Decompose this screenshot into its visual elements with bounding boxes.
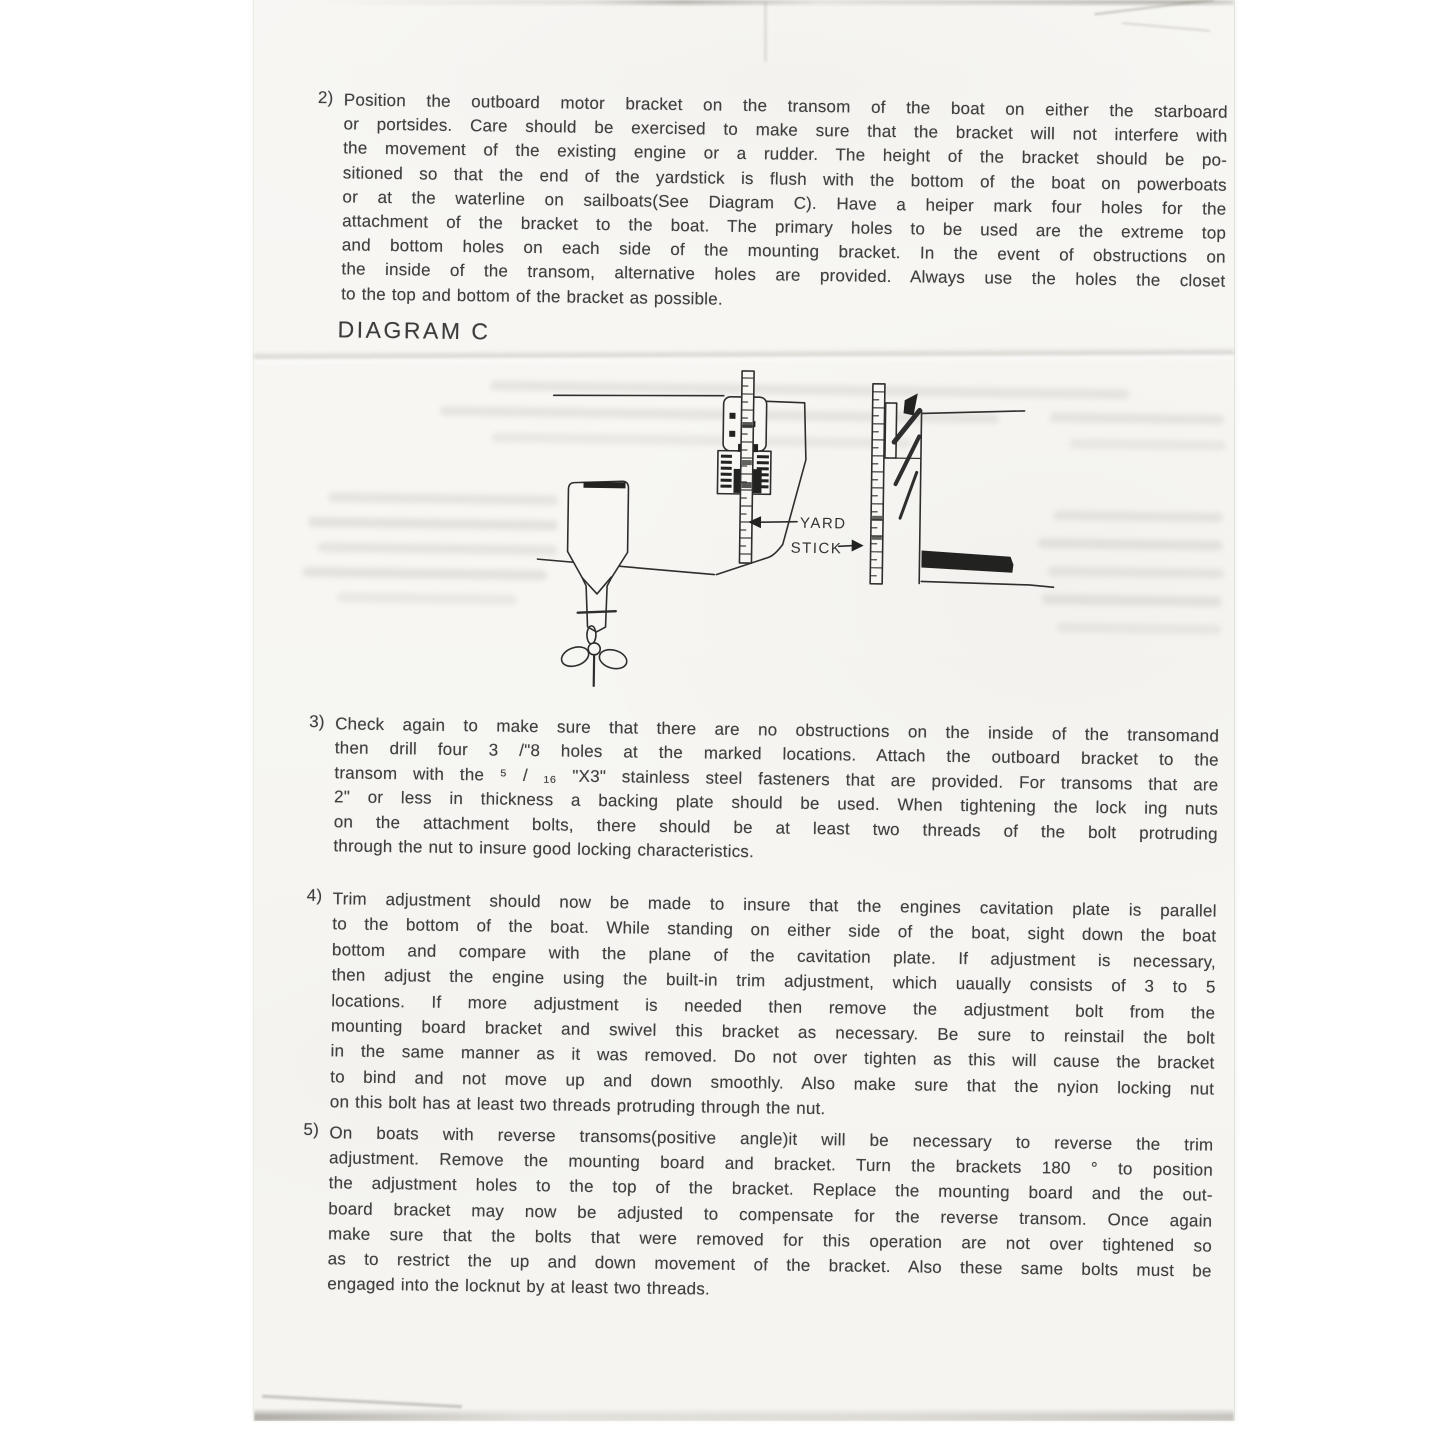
text-line: on the attachment bolts, there should be at least two threads of the bolt protruding: [333, 811, 1218, 844]
text-line: board bracket may now be adjusted to compensate for the reverse transom. Once again: [328, 1198, 1213, 1231]
paragraph-number: 3): [309, 711, 325, 732]
bleed-through-artifact: [1069, 439, 1226, 451]
text-line: transom with the ⁵ / ₁₆ "X3" stainless steel fasteners that are provided. For transoms that are: [334, 763, 1219, 795]
text-line: Trim adjustment should now be made to insure that the engines cavitation plate is parallel: [332, 889, 1217, 921]
bleed-through-artifact: [328, 492, 558, 505]
bleed-through-artifact: [1042, 594, 1222, 607]
text-line: 2" or less in thickness a backing plate should be used. When tightening the lock ing nuts: [333, 787, 1219, 819]
text-line: as to restrict the up and down movement of the bracket. Also these same bolts must be: [327, 1249, 1212, 1281]
bleed-through-artifact: [1049, 412, 1224, 424]
bleed-through-artifact: [318, 542, 558, 555]
text-line: then adjust the engine using the built-in trim adjustment, which uaually consists of 3 to 5: [331, 965, 1216, 997]
text-line: the inside of the transom, alternative holes are provided. Always use the holes the closet: [341, 259, 1226, 292]
stick-label: STICK: [790, 539, 843, 558]
text-line: sitioned so that the end of the yardstick is flush with the bottom of the boat on powerboats: [342, 162, 1227, 195]
paragraph-text: [333, 712, 1219, 871]
arrow-right-icon: [852, 539, 864, 551]
instruction-paragraph-3: [307, 712, 1221, 871]
bleed-through-artifact: [1047, 566, 1224, 578]
bleed-through-artifact: [1053, 510, 1223, 522]
outboard-motor-drawing: [558, 480, 631, 686]
diagram-c-figure: [522, 361, 1057, 708]
instruction-paragraph-5: [301, 1120, 1215, 1309]
text-line: bottom and compare with the plane of the cavitation plate. If adjustment is necessary,: [331, 940, 1217, 972]
bleed-through-artifact: [308, 517, 558, 530]
paragraph-text: [330, 886, 1217, 1127]
boat-outline-drawing: [537, 393, 723, 575]
scanned-page: [253, 0, 1235, 1421]
text-line: to the bottom of the boat. While standing on either side of the boat, sight down the boat: [332, 914, 1217, 947]
text-line: the adjustment holes to the top of the bracket. Replace the mounting board and the out-: [328, 1173, 1213, 1206]
text-line: to bind and not move up and down smoothly. Also make sure that the nyion locking nut: [330, 1067, 1215, 1099]
text-line: mounting board bracket and swivel this bracket as necessary. Be sure to reinstail the bolt: [330, 1016, 1215, 1048]
text-line: on this bolt has at least two threads protruding through the nut.: [329, 1092, 826, 1119]
yardstick-drawing: [739, 371, 754, 563]
bleed-through-artifact: [302, 567, 547, 580]
yardstick-label: [748, 514, 865, 558]
instruction-paragraph-4: [304, 886, 1219, 1127]
paragraph-text: [341, 88, 1228, 318]
boat-hull-drawing: [919, 409, 1056, 587]
instruction-paragraph-2: [315, 88, 1230, 319]
paragraph-text: [327, 1120, 1213, 1309]
text-line: On boats with reverse transoms(positive angle)it will be necessary to reverse the trim: [329, 1123, 1214, 1155]
text-line: or portsides. Care should be exercised to make sure that the bracket will not interfere with: [343, 114, 1228, 146]
text-line: through the nut to insure good locking characteristics.: [333, 836, 755, 862]
text-line: adjustment. Remove the mounting board and bracket. Turn the brackets 180 ° to position: [328, 1148, 1214, 1180]
transom-bracket-drawing: [870, 384, 922, 585]
paragraph-number: 5): [303, 1119, 320, 1140]
paragraph-number: 4): [306, 885, 323, 906]
text-line: Position the outboard motor bracket on the transom of the boat on either the starboard: [343, 90, 1228, 122]
text-line: or at the waterline on sailboats(See Diagram C). Have a heiper mark four holes for the: [342, 187, 1227, 219]
text-line: and bottom holes on each side of the mounting bracket. In the event of obstructions on: [341, 235, 1226, 267]
text-line: in the same manner as it was removed. Do not over tighten as this will cause the bracket: [330, 1041, 1215, 1074]
text-line: then drill four 3 /"8 holes at the marked locations. Attach the outboard bracket to the: [334, 738, 1219, 771]
bleed-through-artifact: [1038, 538, 1223, 551]
paragraph-number: 2): [317, 88, 334, 108]
text-line: make sure that the bolts that were removed for this operation are not over tightened so: [327, 1224, 1213, 1256]
text-line: to the top and bottom of the bracket as possible.: [341, 283, 723, 309]
text-line: Check again to make sure that there are no obstructions on the inside of the transomand: [335, 714, 1220, 746]
bleed-through-artifact: [1056, 622, 1221, 634]
text-line: attachment of the bracket to the boat. The primary holes to be used are the extreme top: [342, 211, 1227, 243]
bleed-through-artifact: [337, 592, 517, 605]
yard-label: YARD: [799, 514, 847, 533]
text-line: the movement of the existing engine or a rudder. The height of the bracket should be po-: [343, 138, 1228, 171]
diagram-c-heading: DIAGRAM C: [337, 316, 491, 345]
text-line: engaged into the locknut by at least two threads.: [327, 1274, 711, 1299]
page-content: [235, 0, 1235, 1434]
text-line: locations. If more adjustment is needed then remove the adjustment bolt from the: [331, 990, 1216, 1023]
